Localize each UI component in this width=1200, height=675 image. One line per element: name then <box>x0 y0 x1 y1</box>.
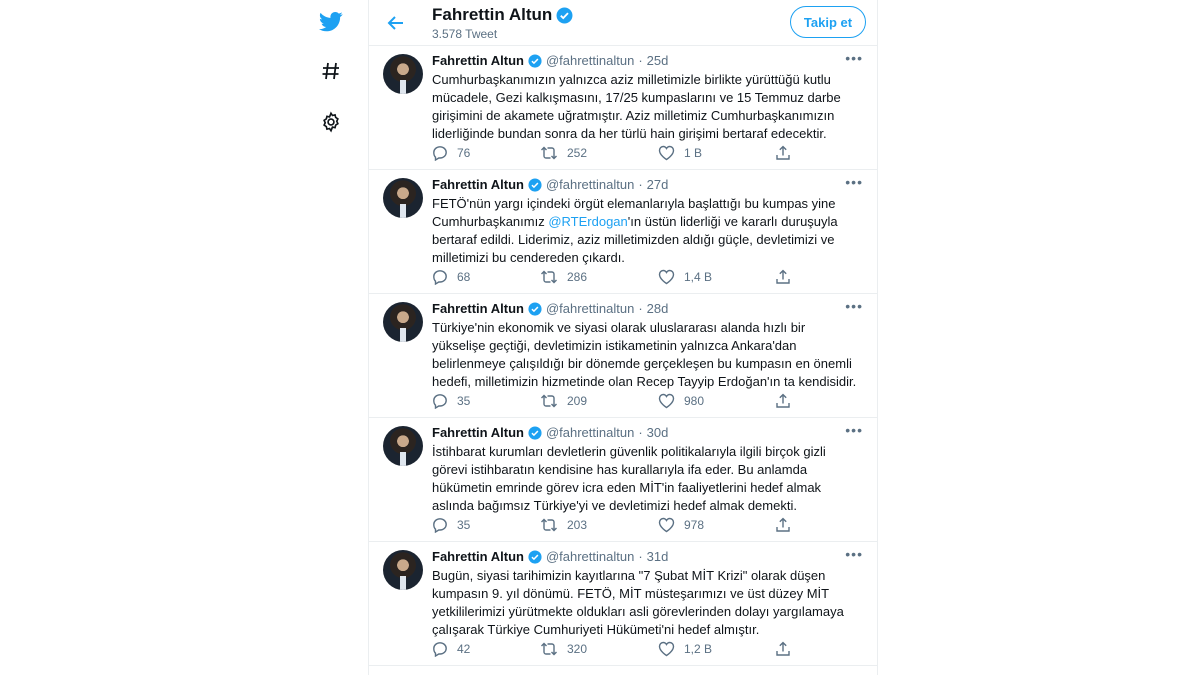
separator-dot: · <box>638 549 643 564</box>
share-button[interactable] <box>775 641 791 657</box>
tweet-header <box>432 425 668 440</box>
avatar[interactable] <box>383 302 423 342</box>
like-button[interactable] <box>658 393 704 409</box>
retweet-icon <box>540 517 558 533</box>
more-options-icon[interactable]: ••• <box>845 174 863 190</box>
reply-count: 35 <box>457 518 471 532</box>
like-count: 1,4 B <box>684 270 713 284</box>
like-count: 1,2 B <box>684 642 713 656</box>
reply-count: 68 <box>457 270 471 284</box>
more-options-icon[interactable]: ••• <box>845 422 863 438</box>
author-handle[interactable]: @fahrettinaltun <box>545 177 635 192</box>
avatar[interactable] <box>383 426 423 466</box>
tweet-text-body: Cumhurbaşkanımızın yalnızca aziz milletimizle birlikte yürüttüğü kutlu mücadele, Gezi kalkışmasını, 17/25 kumpaslarını ve 15 Temmuz darbe girişimini de akamete uğratmıştır. Aziz milletimiz Cumhurbaşkanımızın liderliğinde bundan sonra da her türlü hain girişimi bertaraf edecektir. <box>432 72 841 141</box>
reply-icon <box>432 393 448 409</box>
heart-icon <box>658 145 675 161</box>
more-options-icon[interactable]: ••• <box>845 50 863 66</box>
verified-badge-icon <box>528 302 542 316</box>
share-icon <box>775 393 791 409</box>
retweet-icon <box>540 641 558 657</box>
tweet-header <box>432 301 668 316</box>
tweet-text-body: FETÖ'nün yargı içindeki örgüt elemanlarıyla başlattığı bu kumpas yine Cumhurbaşkanımız <box>432 196 836 229</box>
reply-icon <box>432 641 448 657</box>
author-handle[interactable]: @fahrettinaltun <box>545 549 635 564</box>
reply-icon <box>432 517 448 533</box>
tweet-time[interactable]: 31d <box>646 549 669 564</box>
tweet-time[interactable]: 28d <box>646 301 669 316</box>
like-button[interactable] <box>658 269 712 285</box>
share-icon <box>775 269 791 285</box>
like-count: 978 <box>684 518 705 532</box>
author-handle[interactable]: @fahrettinaltun <box>545 301 635 316</box>
tweet-actions <box>432 641 862 657</box>
retweet-icon <box>540 393 558 409</box>
heart-icon <box>658 641 675 657</box>
author-name[interactable]: Fahrettin Altun <box>432 177 524 192</box>
author-name[interactable]: Fahrettin Altun <box>432 425 524 440</box>
like-button[interactable] <box>658 641 712 657</box>
twitter-logo-icon[interactable] <box>318 9 344 35</box>
separator-dot: · <box>638 301 643 316</box>
reply-button[interactable] <box>432 393 470 409</box>
author-name[interactable]: Fahrettin Altun <box>432 301 524 316</box>
tweet-time[interactable]: 30d <box>646 425 669 440</box>
author-name[interactable]: Fahrettin Altun <box>432 53 524 68</box>
retweet-count: 203 <box>567 518 588 532</box>
tweet-header <box>432 177 668 192</box>
retweet-count: 286 <box>567 270 588 284</box>
retweet-count: 209 <box>567 394 588 408</box>
back-arrow-icon[interactable] <box>385 12 407 34</box>
tweet-count: 3.578 Tweet <box>432 27 498 41</box>
reply-button[interactable] <box>432 641 470 657</box>
tweet-actions <box>432 393 862 409</box>
tweet-text <box>432 567 862 639</box>
share-icon <box>775 641 791 657</box>
like-button[interactable] <box>658 517 704 533</box>
separator-dot: · <box>638 425 643 440</box>
retweet-icon <box>540 145 558 161</box>
tweet-time[interactable]: 27d <box>646 177 669 192</box>
separator-dot: · <box>638 177 643 192</box>
verified-badge-icon <box>556 7 573 24</box>
hashtag-icon[interactable] <box>318 58 344 84</box>
retweet-button[interactable] <box>540 145 587 161</box>
tweet-header <box>432 53 668 68</box>
reply-count: 35 <box>457 394 471 408</box>
profile-header <box>369 0 877 46</box>
tweet-text-rest: 'ın üstün liderliği ve kararlı duruşuyla bertaraf edildi. Liderimiz, aziz milletimizden aldığı güçle, devletimizi ve milletimizi bu cendereden çıkardı. <box>432 214 838 265</box>
share-button[interactable] <box>775 269 791 285</box>
verified-badge-icon <box>528 178 542 192</box>
retweet-button[interactable] <box>540 517 587 533</box>
retweet-count: 252 <box>567 146 588 160</box>
profile-timeline <box>368 0 878 675</box>
retweet-button[interactable] <box>540 269 587 285</box>
reply-button[interactable] <box>432 269 470 285</box>
like-count: 980 <box>684 394 705 408</box>
author-handle[interactable]: @fahrettinaltun <box>545 53 635 68</box>
tweet-text <box>432 319 862 391</box>
heart-icon <box>658 393 675 409</box>
tweet-text <box>432 71 862 143</box>
tweet-header <box>432 549 668 564</box>
author-name[interactable]: Fahrettin Altun <box>432 549 524 564</box>
reply-icon <box>432 145 448 161</box>
page-title <box>432 5 573 25</box>
heart-icon <box>658 517 675 533</box>
tweet[interactable] <box>369 170 877 294</box>
more-options-icon[interactable]: ••• <box>845 298 863 314</box>
tweet[interactable] <box>369 418 877 542</box>
tweet[interactable] <box>369 46 877 170</box>
tweet-actions <box>432 269 862 285</box>
tweet-time[interactable]: 25d <box>646 53 669 68</box>
profile-name: Fahrettin Altun <box>432 5 553 24</box>
settings-icon[interactable] <box>318 109 344 135</box>
retweet-button[interactable] <box>540 393 587 409</box>
tweet-text <box>432 443 862 515</box>
retweet-button[interactable] <box>540 641 587 657</box>
avatar[interactable] <box>383 54 423 94</box>
tweet-text <box>432 195 862 267</box>
like-count: 1 B <box>684 146 703 160</box>
tweet-actions <box>432 517 862 533</box>
share-button[interactable] <box>775 393 791 409</box>
reply-count: 42 <box>457 642 471 656</box>
avatar[interactable] <box>383 178 423 218</box>
retweet-icon <box>540 269 558 285</box>
tweet-text-body: İstihbarat kurumları devletlerin güvenlik politikalarıyla ilgili birçok gizli görevi istihbaratın kendisine has kurallarıyla ifa eder. Bu anlamda hükümetin emrinde görev icra eden MİT'in faaliyetlerini hedef almak aslında bağımsız Türkiye'yi ve devletimizi hedef almak demekti. <box>432 444 826 513</box>
heart-icon <box>658 269 675 285</box>
author-handle[interactable]: @fahrettinaltun <box>545 425 635 440</box>
separator-dot: · <box>638 53 643 68</box>
tweet[interactable] <box>369 542 877 666</box>
share-icon <box>775 517 791 533</box>
retweet-count: 320 <box>567 642 588 656</box>
avatar[interactable] <box>383 550 423 590</box>
share-button[interactable] <box>775 145 791 161</box>
verified-badge-icon <box>528 426 542 440</box>
verified-badge-icon <box>528 54 542 68</box>
reply-count: 76 <box>457 146 471 160</box>
reply-button[interactable] <box>432 145 470 161</box>
more-options-icon[interactable]: ••• <box>845 546 863 562</box>
reply-button[interactable] <box>432 517 470 533</box>
reply-icon <box>432 269 448 285</box>
share-icon <box>775 145 791 161</box>
tweet[interactable] <box>369 294 877 418</box>
follow-button[interactable]: Takip et <box>790 6 866 38</box>
mention-link[interactable]: @RTErdogan <box>548 214 628 229</box>
tweet-text-body: Türkiye'nin ekonomik ve siyasi olarak uluslararası alanda hızlı bir yükselişe geçtiği, devletimizin istikametinin yalnızca Ankara'dan belirlenmeye çalışıldığı bir dönemde gerçekleşen bu kumpasın en önemli hedefi, milletimizin hizmetinde olan Recep Tayyip Erdoğan'ın ta kendisidir. <box>432 320 857 389</box>
tweet-text-body: Bugün, siyasi tarihimizin kayıtlarına "7 Şubat MİT Krizi" olarak düşen kumpasın 9. yıl dönümü. FETÖ, MİT müsteşarımızı ve üst düzey MİT yetkililerimizi yürütmekte oldukları asli görevlerinden dolayı yargılamaya çalışarak Türkiye Cumhuriyeti Hükümeti'ni hedef almıştır. <box>432 568 844 637</box>
verified-badge-icon <box>528 550 542 564</box>
like-button[interactable] <box>658 145 702 161</box>
tweet-actions <box>432 145 862 161</box>
share-button[interactable] <box>775 517 791 533</box>
